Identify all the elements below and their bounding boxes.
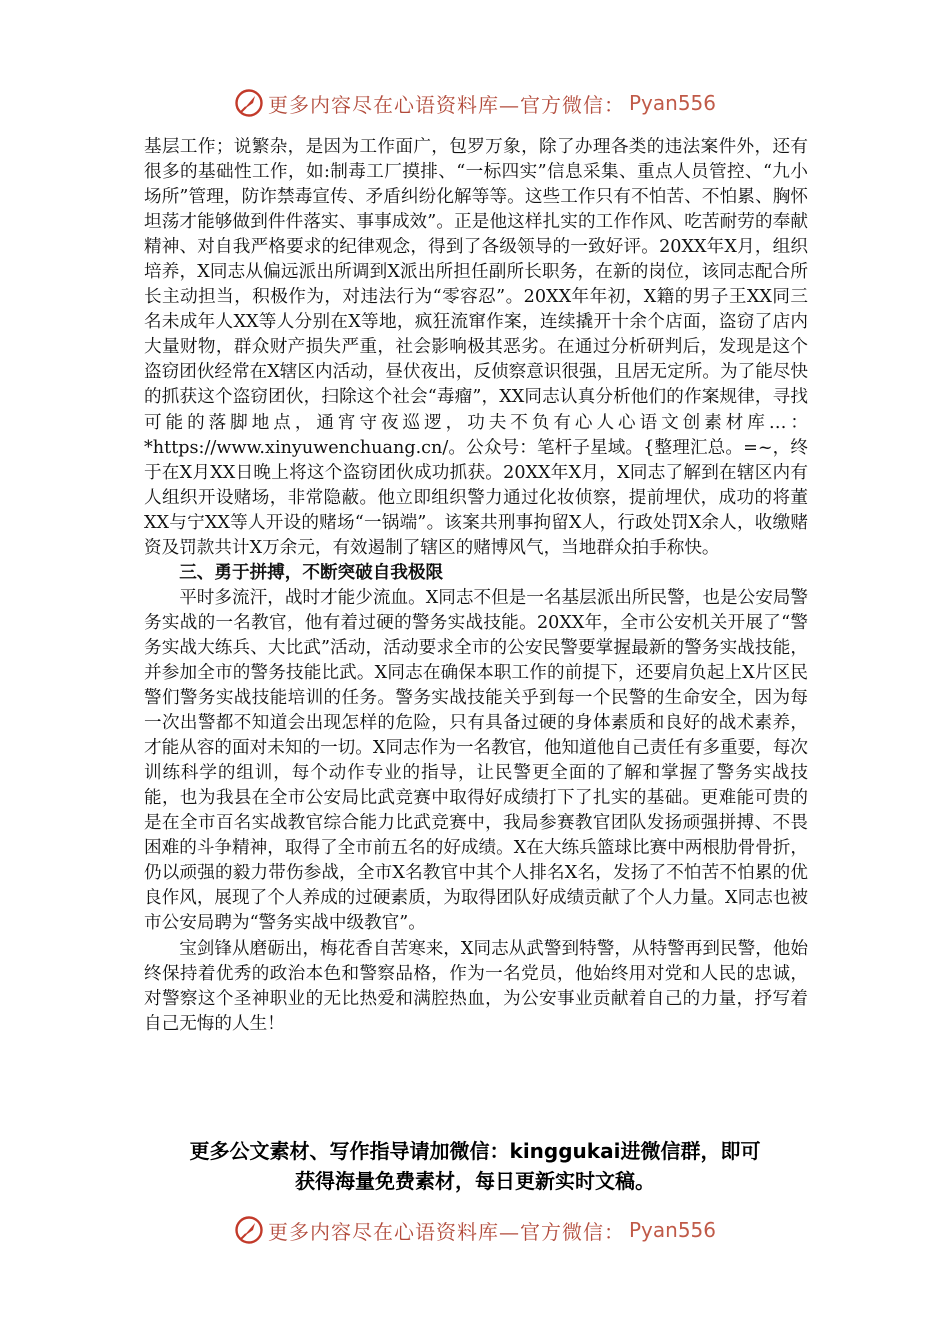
document-body [144, 135, 808, 1037]
section-heading: 三、勇于拼搏，不断突破自我极限 [179, 562, 444, 583]
paragraph-2: 平时多流汗，战时才能少流血。X同志不但是一名基层派出所民警，也是公安局警务实战的一名教官，他有着过硬的警务实战技能。20XX年，全市公安机关开展了“警务实战大练兵、大比武”活动，活动要求全市的公安民警要掌握最新的警务实战技能，并参加全市的警务技能比武。X同志在确保本职工作的前提下，还要肩负起上X片区民警们警务实战技能培训的任务。警务实战技能关乎到每一个民警的生命安全，因为每一次出警都不知道会出现怎样的危险，只有具备过硬的身体素质和良好的战术素养，才能从容的面对未知的一切。X同志作为一名教官，他知道他自己责任有多重要，每次训练科学的组训，每个动作专业的指导，让民警更全面的了解和掌握了警务实战技能，也为我县在全市公安局比武竞赛中取得好成绩打下了扎实的基础。更难能可贵的是在全市百名实战教官综合能力比武竞赛中，我局参赛教官团队发扬顽强拼搏、不畏困难的斗争精神，取得了全市前五名的好成绩。X在大练兵篮球比赛中两根肋骨骨折，仍以顽强的毅力带伤参战，全市X名教官中其个人排名X名，发扬了不怕苦不怕累的优良作风，展现了个人养成的过硬素质，为取得团队好成绩贡献了个人力量。X同志也被市公安局聘为“警务实战中级教官”。 [144, 587, 808, 934]
promo-notice [130, 1136, 820, 1196]
header-banner [0, 83, 950, 123]
quill-logo-icon [234, 1215, 264, 1245]
quill-logo-icon [234, 88, 264, 118]
paragraph-1: 基层工作；说繁杂，是因为工作面广，包罗万象，除了办理各类的违法案件外，还有很多的基础性工作，如:制毒工厂摸排、“一标四实”信息采集、重点人员管控、“九小场所”管理，防诈禁毒宣传、矛盾纠纷化解等等。这些工作只有不怕苦、不怕累、胸怀坦荡才能够做到件件落实、事事成效”。正是他这样扎实的工作作风、吃苦耐劳的奉献精神、对自我严格要求的纪律观念，得到了各级领导的一致好评。20XX年X月，组织培养，X同志从偏远派出所调到X派出所担任副所长职务，在新的岗位，该同志配合所长主动担当，积极作为，对违法行为“零容忍”。20XX年年初，X籍的男子王XX同三名未成年人XX等人分别在X等地，疯狂流窜作案，连续撬开十余个店面，盗窃了店内大量财物，群众财产损失严重，社会影响极其恶劣。在通过分析研判后，发现是这个盗窃团伙经常在X辖区内活动，昼伏夜出，反侦察意识很强，且居无定所。为了能尽快的抓获这个盗窃团伙，扫除这个社会“毒瘤”，XX同志认真分析他们的作案规律，寻找可能的落脚地点，通宵守夜巡逻，功夫不负有心人心语文创素材库…：*https://www.xinyuwenchuang.cn/。公众号：笔杆子星域。{整理汇总。=~，终于在X月XX日晚上将这个盗窃团伙成功抓获。20XX年X月，X同志了解到在辖区内有人组织开设赌场，非常隐蔽。他立即组织警力通过化妆侦察，提前埋伏，成功的将董XX与宁XX等人开设的赌场“一锅端”。该案共刑事拘留X人，行政处罚X余人，收缴赌资及罚款共计X万余元，有效遏制了辖区的赌博风气，当地群众拍手称快。 [144, 137, 808, 558]
header-wechat-id: Pyan556 [628, 91, 716, 115]
paragraph-3: 宝剑锋从磨砺出，梅花香自苦寒来，X同志从武警到特警，从特警再到民警，他始终保持着优秀的政治本色和警察品格，作为一名党员，他始终用对党和人民的忠诚，对警察这个圣神职业的无比热爱和满腔热血，为公安事业贡献着自己的力量，抒写着自己无悔的人生！ [144, 938, 808, 1034]
footer-banner [0, 1210, 950, 1250]
promo-line-2: 获得海量免费素材，每日更新实时文稿。 [295, 1169, 655, 1193]
footer-wechat-id: Pyan556 [628, 1218, 716, 1242]
footer-banner-text: 更多内容尽在心语资料库—官方微信： [267, 1219, 625, 1244]
header-banner-text: 更多内容尽在心语资料库—官方微信： [267, 92, 625, 117]
promo-line-1: 更多公文素材、写作指导请加微信：kinggukai进微信群，即可 [189, 1139, 761, 1163]
